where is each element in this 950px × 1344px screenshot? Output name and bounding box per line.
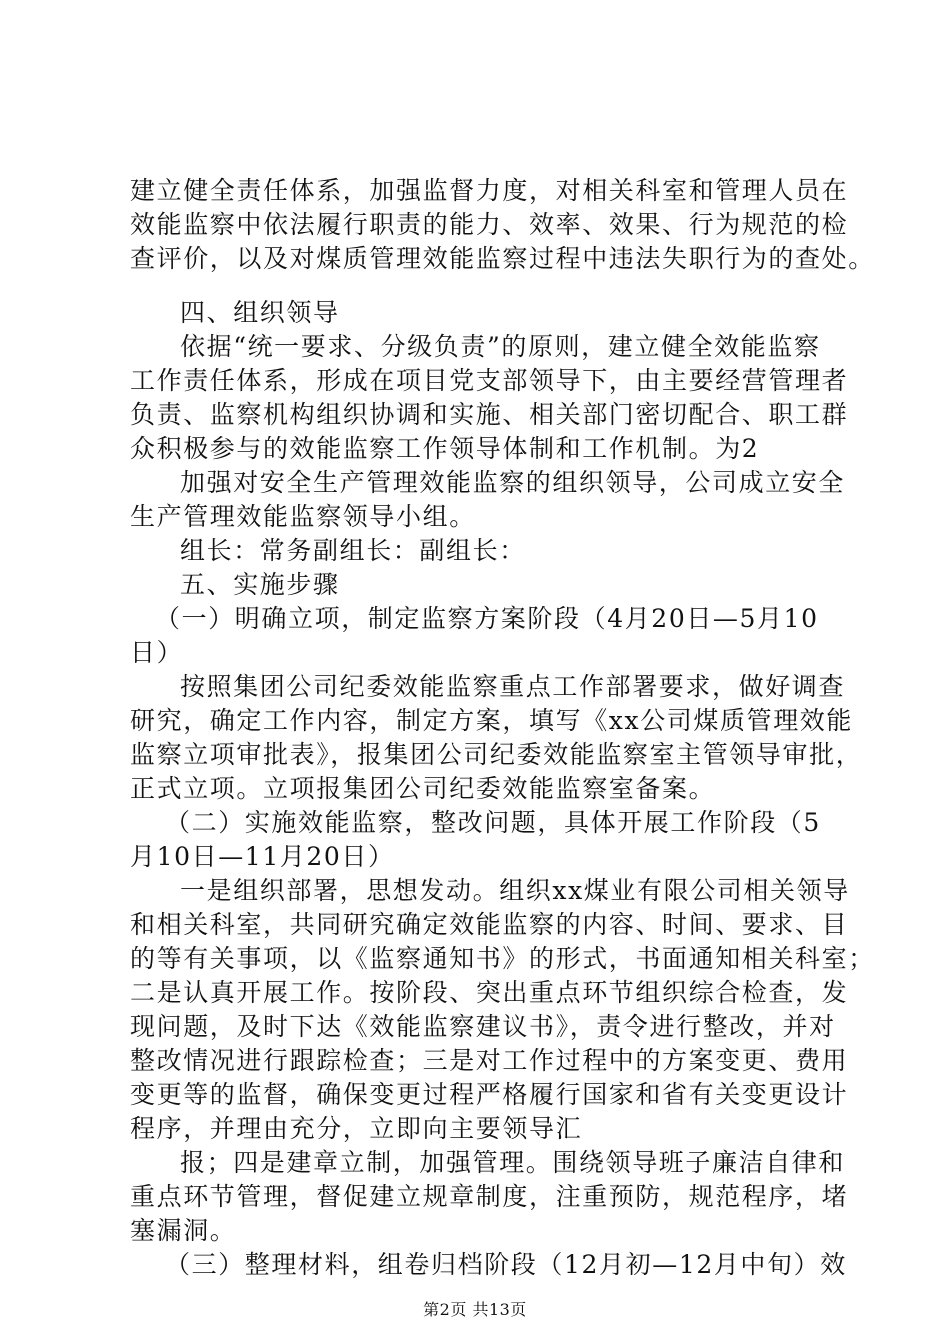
text-line: 塞漏洞。 [130, 1216, 237, 1245]
section-heading: 四、组织领导 [180, 298, 340, 327]
text-line: 监察立项审批表》，报集团公司纪委效能监察室主管领导审批， [130, 740, 863, 769]
text-line: 月10日—11月20日） [130, 842, 395, 871]
text-line: 正式立项。立项报集团公司纪委效能监察室备案。 [130, 774, 716, 803]
text-line: 效能监察中依法履行职责的能力、效率、效果、行为规范的检 [130, 210, 849, 239]
text-line: 整改情况进行跟踪检查；三是对工作过程中的方案变更、费用 [130, 1046, 849, 1075]
text-line: （二）实施效能监察，整改问题，具体开展工作阶段（5 [165, 808, 821, 837]
text-line: 日） [130, 638, 184, 667]
text-line: 程序，并理由充分，立即向主要领导汇 [130, 1114, 583, 1143]
text-line: 按照集团公司纪委效能监察重点工作部署要求，做好调查 [180, 672, 846, 701]
text-line: 负责、监察机构组织协调和实施、相关部门密切配合、职工群 [130, 400, 849, 429]
text-line: 一是组织部署，思想发动。组织xx煤业有限公司相关领导 [180, 876, 850, 905]
text-line: 现问题，及时下达《效能监察建议书》，责令进行整改，并对 [130, 1012, 836, 1041]
text-line: 变更等的监督，确保变更过程严格履行国家和省有关变更设计 [130, 1080, 849, 1109]
text-line: 建立健全责任体系，加强监督力度，对相关科室和管理人员在 [130, 176, 849, 205]
page-footer: 第2页 共13页 [423, 1300, 527, 1319]
text-line: 研究，确定工作内容，制定方案，填写《xx公司煤质管理效能 [130, 706, 854, 735]
text-line: 加强对安全生产管理效能监察的组织领导，公司成立安全 [180, 468, 846, 497]
text-line: （一）明确立项，制定监察方案阶段（4月20日—5月10 [155, 604, 819, 633]
text-line: 和相关科室，共同研究确定效能监察的内容、时间、要求、目 [130, 910, 849, 939]
text-line: 生产管理效能监察领导小组。 [130, 502, 476, 531]
text-line: 众积极参与的效能监察工作领导体制和工作机制。为2 [130, 434, 760, 463]
text-line: 二是认真开展工作。按阶段、突出重点环节组织综合检查，发 [130, 978, 849, 1007]
text-line: 组长：常务副组长：副组长： [180, 536, 526, 565]
text-line: （三）整理材料，组卷归档阶段（12月初—12月中旬）效 [165, 1250, 847, 1279]
text-line: 报；四是建章立制，加强管理。围绕领导班子廉洁自律和 [180, 1148, 846, 1177]
text-line: 重点环节管理，督促建立规章制度，注重预防，规范程序，堵 [130, 1182, 849, 1211]
text-line: 的等有关事项，以《监察通知书》的形式，书面通知相关科室； [130, 944, 875, 973]
section-heading: 五、实施步骤 [180, 570, 340, 599]
text-line: 查评价，以及对煤质管理效能监察过程中违法失职行为的查处。 [130, 244, 875, 273]
text-line: 工作责任体系，形成在项目党支部领导下，由主要经营管理者 [130, 366, 849, 395]
text-line: 依据“统一要求、分级负责”的原则，建立健全效能监察 [180, 332, 821, 361]
